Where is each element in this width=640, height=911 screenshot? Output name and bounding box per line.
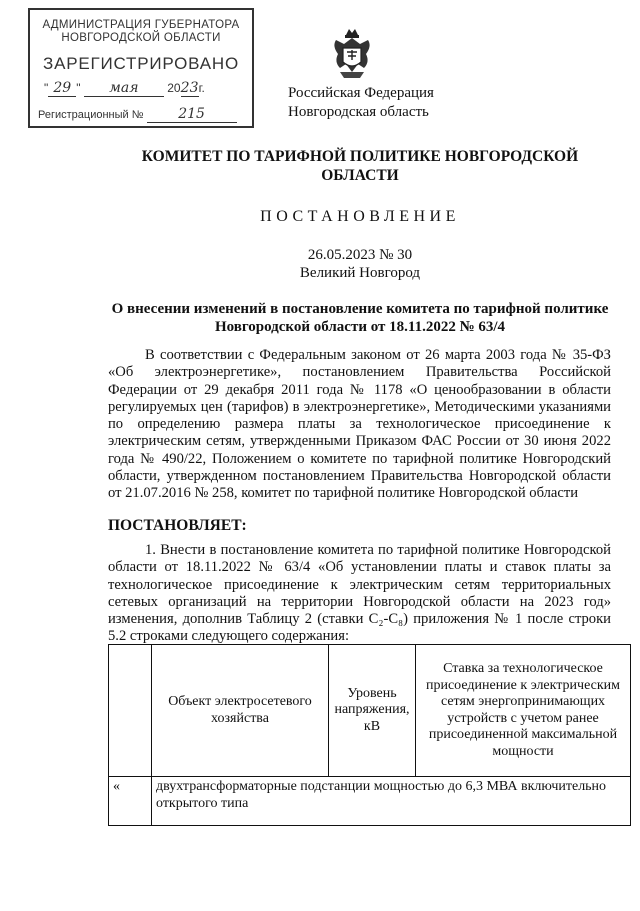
table-header-cell-0 — [109, 645, 152, 777]
stamp-registered: ЗАРЕГИСТРИРОВАНО — [43, 54, 239, 73]
header-country-region — [288, 84, 434, 122]
stamp-year-unit: г. — [198, 81, 205, 95]
stamp-year-prefix: 20 — [167, 81, 181, 95]
tariff-table — [108, 644, 631, 826]
stamp-month: мая — [84, 80, 164, 97]
registration-stamp — [28, 8, 254, 128]
stamp-year-suffix: 23 — [180, 80, 199, 96]
stamp-line-1: АДМИНИСТРАЦИЯ ГУБЕРНАТОРА — [42, 19, 240, 31]
item-1-paragraph: 1. Внести в постановление комитета по тарифной политике Новгородской области от 18.11.2022 № 63/4 «Об установлении платы и ставок платы за технологическое присоединение к электрическим сетям территориальных сетевых организаций на территории Новгородской области на 2023 год» изменения, дополнив Таблицу 2 (ставки C₂-C₈) приложения № 1 после строки 5.2 строками следующего содержания: — [108, 542, 611, 645]
header-region: Новгородская область — [288, 104, 429, 120]
table-header-row — [109, 645, 631, 777]
table-header-voltage: Уровень напряжения, кВ — [329, 645, 416, 777]
stamp-line-2: НОВГОРОДСКОЙ ОБЛАСТИ — [61, 32, 221, 44]
table-row-quote: « — [109, 777, 152, 826]
coat-of-arms-icon — [330, 26, 374, 82]
stamp-day: 29 — [48, 80, 76, 97]
table-row-description: двухтрансформаторные подстанции мощностью до 6,3 МВА включительно открытого типа — [152, 777, 631, 826]
stamp-reg-number-line — [38, 106, 248, 123]
table-header-rate: Ставка за технологическое присоединение к электрическим сетям энергопринимающих устройств с учетом ранее присоединенной максимальной мощности — [416, 645, 631, 777]
preamble-paragraph: В соответствии с Федеральным законом от 26 марта 2003 года № 35-ФЗ «Об электроэнергетике», постановлением Правительства Российской Федерации от 29 декабря 2011 года № 1178 «О ценообразовании в области регулируемых цен (тарифов) в электроэнергетике», Методическими указаниями по определению размера платы за технологическое присоединение к электрическим сетям, утвержденными Приказом ФАС России от 30 июня 2022 года № 490/22, Положением о комитете по тарифной политике Новгородский области, утвержденном постановлением Правительства Новгородской области от 21.07.2016 № 258, комитет по тарифной политике Новгородской области — [108, 347, 611, 502]
document-subject: О внесении изменений в постановление комитета по тарифной политике Новгородской области от 18.11.2022 № 63/4 — [111, 301, 609, 335]
document-type: ПОСТАНОВЛЕНИЕ — [260, 208, 460, 225]
stamp-open-quote: " — [44, 81, 49, 95]
table-row — [109, 777, 631, 826]
table-header-object: Объект электросетевого хозяйства — [152, 645, 329, 777]
stamp-reg-label: Регистрационный № — [38, 109, 144, 121]
stamp-date — [44, 80, 244, 97]
city: Великий Новгород — [299, 265, 421, 281]
header-country: Российская Федерация — [288, 85, 434, 101]
date-number-block — [110, 246, 610, 282]
date-number: 26.05.2023 № 30 — [307, 247, 413, 263]
decree-word: ПОСТАНОВЛЯЕТ: — [108, 517, 247, 534]
committee-title: КОМИТЕТ ПО ТАРИФНОЙ ПОЛИТИКЕ НОВГОРОДСКОЙ ОБЛАСТИ — [141, 148, 579, 184]
stamp-close-quote: " — [76, 81, 81, 95]
stamp-reg-number: 215 — [147, 106, 237, 123]
